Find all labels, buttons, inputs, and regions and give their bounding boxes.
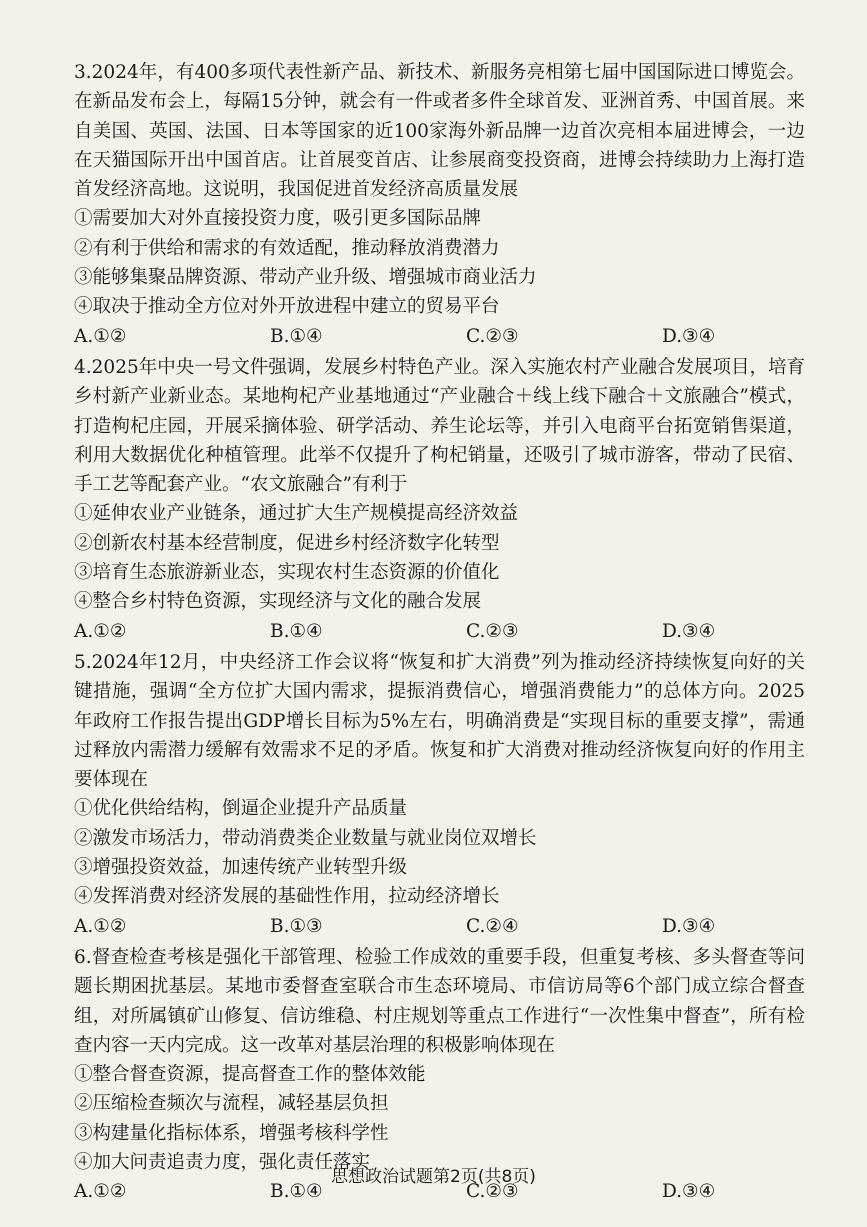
option-3: ③能够集聚品牌资源、带动产业升级、增强城市商业活力: [74, 267, 537, 289]
option-2: ②创新农村基本经营制度，促进乡村经济数字化转型: [74, 532, 500, 554]
answer-choices: [74, 912, 805, 941]
answer-choices: [74, 322, 805, 351]
choice-b: B.①④: [270, 325, 323, 347]
option-3: ③增强投资效益，加速传统产业转型升级: [74, 857, 408, 879]
question-3: [74, 58, 805, 351]
question-5: [74, 648, 805, 941]
choice-a: A.①②: [74, 620, 127, 642]
option-4: ④整合乡村特色资源，实现经济与文化的融合发展: [74, 591, 482, 613]
question-number: 3.: [74, 62, 92, 83]
question-number: 6.: [74, 946, 92, 968]
option-1: ①延伸农业产业链条，通过扩大生产规模提高经济效益: [74, 503, 519, 525]
choice-a: A.①②: [74, 325, 127, 347]
answer-choices: [74, 617, 805, 646]
question-stem: [74, 943, 805, 1060]
question-number: 5.: [74, 651, 92, 673]
option-4: ④取决于推动全方位对外开放进程中建立的贸易平台: [74, 296, 500, 318]
choice-d: D.③④: [662, 325, 716, 347]
option-1: ①整合督查资源，提高督查工作的整体效能: [74, 1064, 426, 1086]
choice-c: C.②③: [466, 1181, 519, 1203]
option-1: ①需要加大对外直接投资力度，吸引更多国际品牌: [74, 208, 482, 230]
option-4: ④加大问责追责力度，强化责任落实: [74, 1151, 371, 1173]
choice-d: D.③④: [662, 620, 716, 642]
question-stem: [74, 648, 805, 794]
choice-c: C.②③: [466, 325, 519, 347]
question-stem: [74, 58, 805, 204]
option-2: ②有利于供给和需求的有效适配，推动释放消费潜力: [74, 237, 500, 259]
question-text: 2024年，有400多项代表性新产品、新技术、新服务亮相第七届中国国际进口博览会。在新品发布会上，每隔15分钟，就会有一件或者多件全球首发、亚洲首秀、中国首展。来自美国、英国、法国、日本等国家的近100家海外新品牌一边首次亮相本届进博会，一边在天猫国际开出中国首店。让首展变首店、让参展商变投资商，进博会持续助力上海打造首发经济高地。这说明，我国促进首发经济高质量发展: [74, 62, 805, 201]
choice-b: B.①④: [270, 1181, 323, 1203]
choice-d: D.③④: [662, 915, 716, 937]
option-2: ②压缩检查频次与流程，减轻基层负担: [74, 1093, 389, 1115]
question-text: 2024年12月，中央经济工作会议将“恢复和扩大消费”列为推动经济持续恢复向好的关键措施，强调“全方位扩大国内需求，提振消费信心，增强消费能力”的总体方向。2025年政府工作报告提出GDP增长目标为5%左右，明确消费是“实现目标的重要支撑”，需通过释放内需潜力缓解有效需求不足的矛盾。恢复和扩大消费对推动经济恢复向好的作用主要体现在: [74, 651, 805, 791]
option-3: ③培育生态旅游新业态，实现农村生态资源的价值化: [74, 562, 500, 584]
choice-c: C.②④: [466, 915, 519, 937]
choice-b: B.①③: [270, 915, 323, 937]
question-4: [74, 353, 805, 646]
question-stem: [74, 353, 805, 499]
option-2: ②激发市场活力，带动消费类企业数量与就业岗位双增长: [74, 827, 537, 849]
choice-d: D.③④: [662, 1181, 716, 1203]
option-1: ①优化供给结构，倒逼企业提升产品质量: [74, 798, 408, 820]
option-4: ④发挥消费对经济发展的基础性作用，拉动经济增长: [74, 886, 500, 908]
page-footer: 思想政治试题第2页(共8页): [331, 1167, 536, 1187]
question-text: 2025年中央一号文件强调，发展乡村特色产业。深入实施农村产业融合发展项目，培育乡村新产业新业态。某地枸杞产业基地通过“产业融合＋线上线下融合＋文旅融合”模式，打造枸杞庄园，开展采摘体验、研学活动、养生论坛等，并引入电商平台拓宽销售渠道，利用大数据优化种植管理。此举不仅提升了枸杞销量，还吸引了城市游客，带动了民宿、手工艺等配套产业。“农文旅融合”有利于: [74, 356, 805, 496]
choice-a: A.①②: [74, 915, 127, 937]
choice-a: A.①②: [74, 1181, 127, 1203]
question-text: 督查检查考核是强化干部管理、检验工作成效的重要手段，但重复考核、多头督查等问题长期困扰基层。某地市委督查室联合市生态环境局、市信访局等6个部门成立综合督查组，对所属镇矿山修复、信访维稳、村庄规划等重点工作进行“一次性集中督查”，所有检查内容一天内完成。这一改革对基层治理的积极影响体现在: [74, 946, 805, 1056]
question-number: 4.: [74, 356, 92, 378]
choice-b: B.①④: [270, 620, 323, 642]
option-3: ③构建量化指标体系，增强考核科学性: [74, 1122, 389, 1144]
choice-c: C.②③: [466, 620, 519, 642]
